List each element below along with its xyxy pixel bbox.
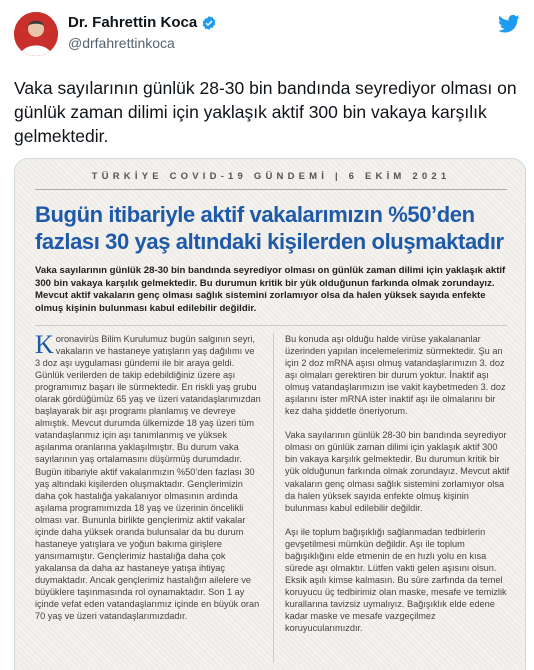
- author-name[interactable]: Dr. Fahrettin Koca: [68, 14, 198, 31]
- column-divider: [273, 333, 274, 663]
- tweet-image[interactable]: [14, 158, 526, 670]
- masthead-rule: [35, 189, 507, 190]
- bulletin-column-left: [35, 330, 261, 634]
- avatar[interactable]: [14, 12, 58, 56]
- bulletin-masthead: TÜRKİYE COVID-19 GÜNDEMİ | 6 EKİM 2021: [91, 171, 451, 182]
- tweet-header: [0, 0, 534, 66]
- verified-badge-icon: [201, 15, 217, 31]
- right-paragraph-1: Bu konuda aşı olduğu halde virüse yakalananlar üzerinden yapılan incelemelerimiz sürmektedir. Şu an için 2 doz mRNA aşısı olmuş vatandaşlarımızın 3. doz aşı olmaları gerektiren bir durum yoktur. İnaktif aşı olmuş vatandaşlarımızın ise vakit kaybetmeden 3. doz aşılarını ister mRNA ister inaktif aşı ile olmalarını bir kez daha şiddetle öneriyorum.: [285, 334, 506, 417]
- left-column-text: oronavirüs Bilim Kurulumuz bugün salgının seyri, vakaların ve hastaneye yatışların yaş dağılımı ve 3 doz aşı uygulaması gündemi ile bir araya geldi. Günlük verilerden de takip edebildiğiniz üzere aşı programımız başarı ile sürmektedir. En riskli yaş grubu olarak gördüğümüz 65 yaş ve üzeri vatandaşlarımızdan başlayarak bir aşı programı planlamış ve devreye almıştık. Mevcut durumda ülkemizde 18 yaş üzeri tüm vatandaşlarımız için aşı tanımlanmış ve yüksek aşılanma oranlarına yaklaşılmıştır. Bu durum vaka sayılarının yaş ortalamasını düşürmüş durumdadır. Bugün itibariyle aktif vakalarımızın %50’den fazlası 30 yaş altındaki kişilerden oluşmaktadır. Gençlerimizin daha çok hastalığa yakalanıyor olmasının ardında aşılama programımızda 18 yaş ve üzerinin öncelikli olması var. Bununla birlikte gençlerimiz aktif vakalar içinde daha yüksek oranda bulunsalar da bu durum hastaneye yatışlara ve yoğun bakıma girişlere yansımamıştır. Gençlerimiz hastalığa daha çok yakalansa da daha az hastaneye yatışa ihtiyaç duymaktadır. Ancak gençlerimiz hastalığın ailelere ve büyüklere taşınmasında rol oynamaktadır. Son 1 ay içinde vefat eden vatandaşlarımız içinde en büyük oran 70 yaş ve üzeri vatandaşlarımızdadır.: [35, 334, 261, 622]
- right-paragraph-3: Aşı ile toplum bağışıklığı sağlanmadan tedbirlerin gevşetilmesi mümkün değildir. Aşı ile toplum bağışıklığını elde etmenin de en hızlı yolu en kısa sürede aşı olmaktır. Lütfen vakti gelen aşısını olsun. Eksik aşılı kimse kalmasın. Bu süre zarfında da temel koruyucu üç tedbirimiz olan maske, mesafe ve temizlik kurallarına tavizsiz uymalıyız. Bağışıklık elde edene kadar maske ve mesafe vazgeçilmez koruyucularımızdır.: [285, 526, 507, 634]
- drop-cap: K: [35, 330, 54, 359]
- bulletin-lead: Vaka sayılarının günlük 28-30 bin bandında seyrediyor olması on günlük zaman dilimi için yaklaşık aktif 300 bin vakaya karşılık gelmektedir. Bu durumun kritik bir yük olduğunun farkında olmak zorundayız. Mevcut aktif vakaların genç olması sağlık sistemini zorlamıyor olsa da halen yüksek sayıda enfekte olmuş kişinin bulunması kabul edilebilir değildir.: [35, 265, 506, 314]
- bulletin-column-right: [285, 333, 511, 646]
- right-paragraph-2: Vaka sayılarının günlük 28-30 bin bandında seyrediyor olması on günlük zaman dilimi için yaklaşık aktif 300 bin vakaya karşılık gelmektedir. Bu durumun kritik bir yük olduğunun farkında olmak zorundayız. Mevcut aktif vakaların genç olması sağlık sistemini zorlamıyor olsa da halen yüksek sayıda enfekte olmuş kişinin bulunması kabul edilebilir değildir.: [285, 430, 510, 513]
- lead-rule: [35, 325, 507, 326]
- author-handle[interactable]: @drfahrettinkoca: [68, 35, 175, 51]
- twitter-bird-icon[interactable]: [498, 14, 520, 34]
- bulletin-headline: Bugün itibariyle aktif vakalarımızın %50’den fazlası 30 yaş altındaki kişilerden oluşmaktadır: [35, 202, 504, 254]
- tweet-text: Vaka sayılarının günlük 28-30 bin bandında seyrediyor olması on günlük zaman dilimi için yaklaşık aktif 300 bin vakaya karşılık gelmektedir.: [14, 78, 517, 146]
